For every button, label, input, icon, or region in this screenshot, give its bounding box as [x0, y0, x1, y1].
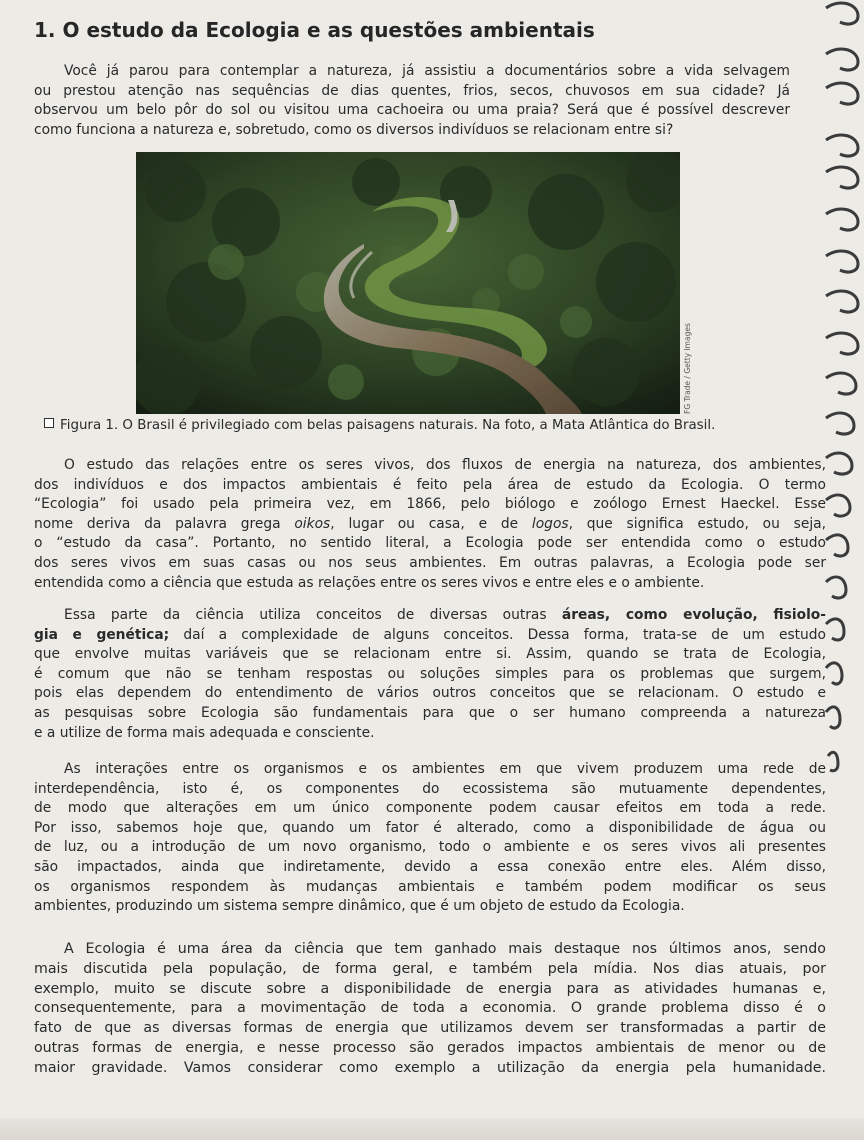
caption-marker-icon [44, 418, 54, 428]
text-run: daí a complexidade de alguns conceitos. Dessa forma, trata-se de um estudo [169, 626, 826, 643]
text-line: consequentemente, para a movimentação de toda a economia. O grande problema disso é o [34, 1000, 826, 1017]
paragraph-energy [34, 940, 826, 1079]
italic-term-logos: logos [531, 515, 569, 532]
text-line: os organismos respondem às mudanças ambientais e também podem modificar os seus [34, 878, 826, 895]
text-line: pois elas dependem do entendimento de vários outros conceitos que se relacionam. O estudo e [34, 685, 826, 702]
bold-text: gia e genética; [34, 626, 170, 643]
text-line: Por isso, sabemos hoje que, quando um fator é alterado, como a disponibilidade de água ou [34, 819, 826, 836]
text-line: as pesquisas sobre Ecologia são fundamentais para que o ser humano compreenda a natureza [34, 704, 826, 721]
forest-river-illustration [136, 152, 680, 414]
text-line: de modo que alterações em um único componente podem causar efeitos em toda a rede. [34, 800, 826, 817]
caption-text: Figura 1. O Brasil é privilegiado com belas paisagens naturais. Na foto, a Mata Atlântica do Brasil. [60, 418, 716, 433]
page-bottom-edge [0, 1118, 864, 1140]
paragraph-related-areas [34, 606, 826, 743]
text-line: entendida como a ciência que estuda as relações entre os seres vivos e entre eles e o ambiente. [34, 574, 705, 591]
text-line: mais discutida pela população, de forma geral, e também pela mídia. Nos dias atuais, por [34, 960, 826, 977]
text-line: e a utilize de forma mais adequada e consciente. [34, 724, 375, 741]
italic-term-oikos: oikos [294, 515, 331, 532]
text-line: ambientes, produzindo um sistema sempre dinâmico, que é um objeto de estudo da Ecologia. [34, 898, 685, 915]
text-line: o “estudo da casa”. Portanto, no sentido literal, a Ecologia pode ser entendida como o estudo [34, 535, 826, 552]
text-run: nome deriva da palavra grega [34, 515, 295, 532]
text-line: dos indivíduos e dos impactos ambientais é feito pela área de estudo da Ecologia. O termo [34, 476, 826, 493]
text-line: A Ecologia é uma área da ciência que tem ganhado mais destaque nos últimos anos, sendo [64, 941, 826, 957]
text-line [34, 606, 826, 626]
text-line: são impactados, ainda que indiretamente, devido a essa conexão entre eles. Além disso, [34, 858, 826, 875]
figure-caption [44, 418, 715, 433]
paragraph-interdependence [34, 760, 826, 917]
section-heading: 1. O estudo da Ecologia e as questões ambientais [34, 18, 595, 42]
text-line: Você já parou para contemplar a natureza, já assistiu a documentários sobre a vida selvagem [64, 63, 790, 79]
text-line: ou prestou atenção nas sequências de dias quentes, frios, secos, chuvosos em sua cidade? Já [34, 82, 790, 99]
text-run: Essa parte da ciência utiliza conceitos de diversas outras [64, 607, 562, 623]
text-line: que envolve muitas variáveis que se relacionam entre si. Assim, quando se trata de Ecologia, [34, 646, 826, 663]
text-line: fato de que as diversas formas de energia que utilizamos devem ser transformadas a partir de [34, 1020, 826, 1037]
text-line: exemplo, muito se discute sobre a disponibilidade de energia para as atividades humanas e, [34, 980, 826, 997]
text-line: dos seres vivos em suas casas ou nos seus ambientes. Em outras palavras, a Ecologia pode ser [34, 554, 826, 571]
photo-credit: FG Trade / Getty Images [683, 323, 692, 414]
intro-paragraph [34, 62, 790, 140]
spiral-binding [812, 0, 864, 900]
text-run: , lugar ou casa, e de [330, 515, 532, 532]
forest-river-photo [136, 152, 680, 414]
text-line: outras formas de energia, e nesse processo são gerados impactos ambientais de menor ou de [34, 1039, 826, 1056]
text-line: é comum que não se tenham respostas ou soluções simples para os problemas que surgem, [34, 665, 826, 682]
text-line: interdependência, isto é, os componentes do ecossistema são mutuamente dependentes, [34, 780, 826, 797]
paragraph-ecology-definition [34, 456, 826, 593]
text-run: , que significa estudo, ou seja, [568, 515, 826, 532]
text-line: observou um belo pôr do sol ou visitou uma cachoeira ou uma praia? Será que é possível descrever [34, 102, 790, 119]
text-line [34, 515, 826, 535]
text-line: de luz, ou a introdução de um novo organismo, todo o ambiente e os seres vivos ali presentes [34, 839, 826, 856]
text-line: como funciona a natureza e, sobretudo, como os diversos indivíduos se relacionam entre si? [34, 121, 674, 138]
text-line: maior gravidade. Vamos considerar como exemplo a utilização da energia pela humanidade. [34, 1059, 826, 1076]
text-line: As interações entre os organismos e os ambientes em que vivem produzem uma rede de [64, 761, 826, 777]
text-line: O estudo das relações entre os seres vivos, dos fluxos de energia na natureza, dos ambientes, [64, 457, 826, 473]
text-line: “Ecologia” foi usado pela primeira vez, em 1866, pelo biólogo e zoólogo Ernest Haeckel. Esse [34, 496, 826, 513]
text-line [34, 626, 826, 646]
bold-text: áreas, como evolução, fisiolo- [561, 607, 826, 623]
